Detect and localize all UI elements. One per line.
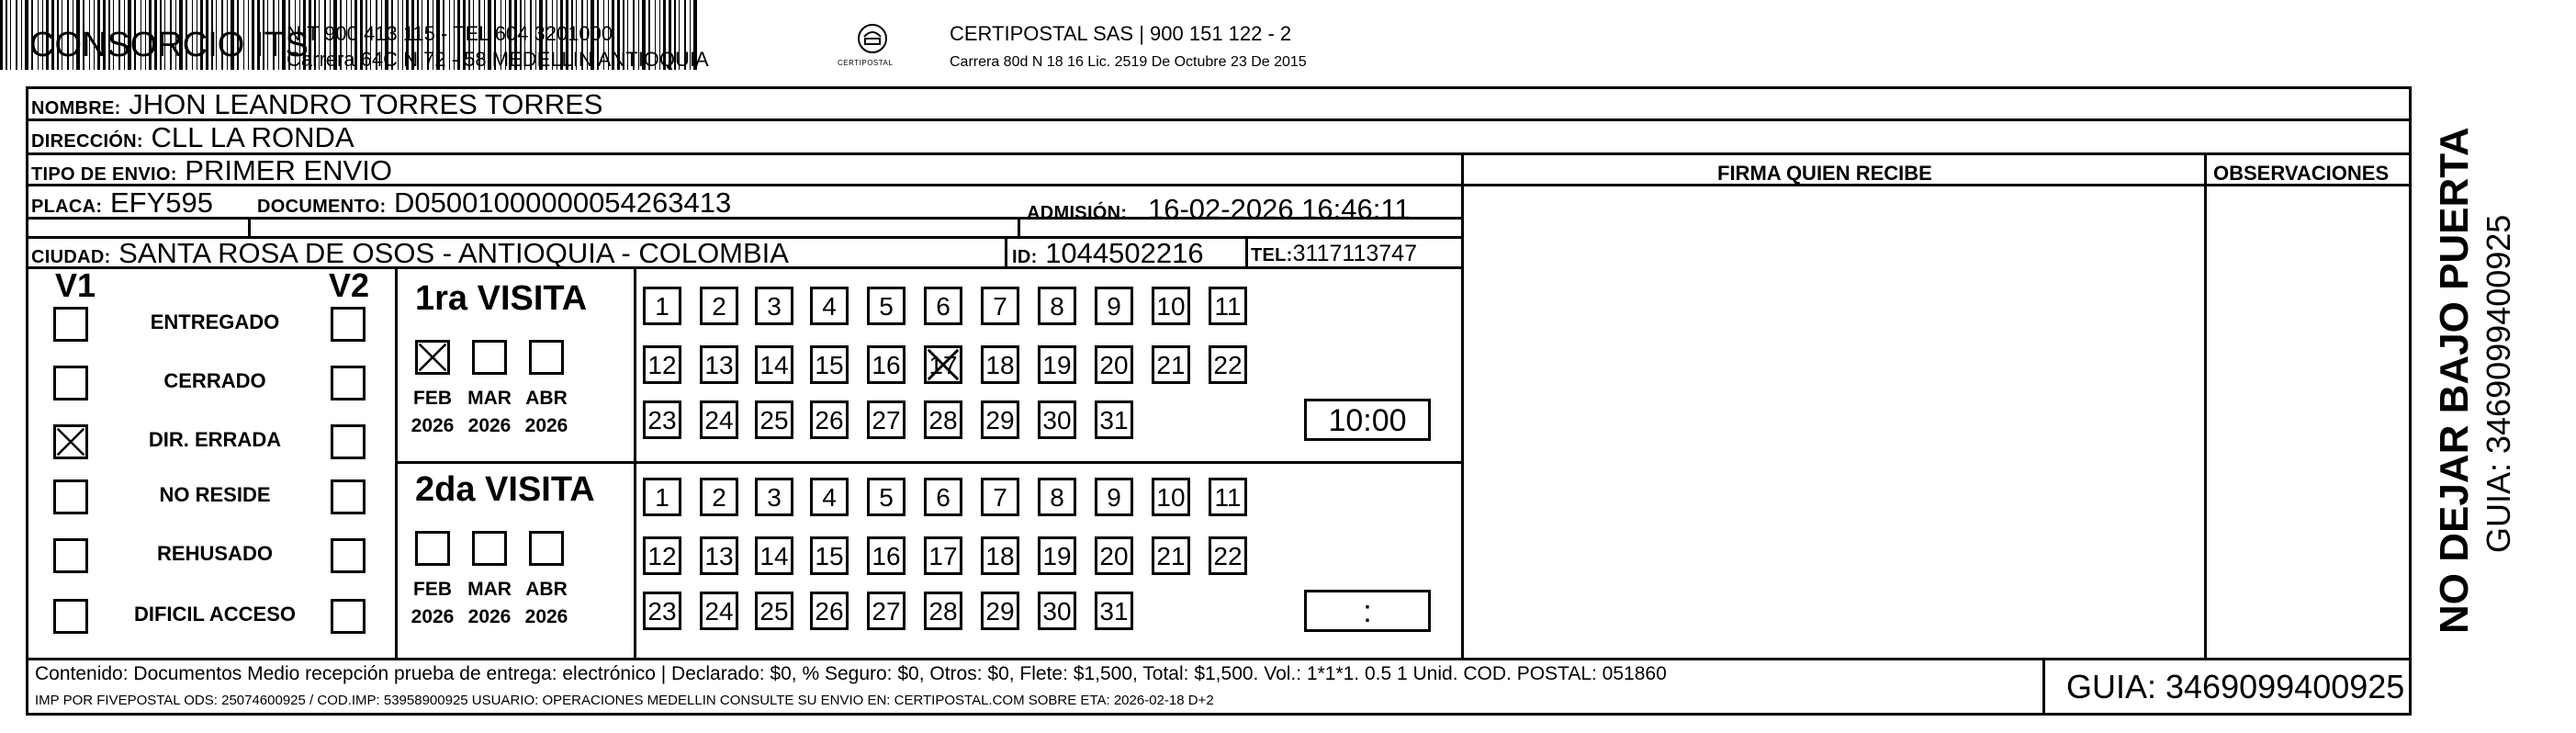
day-cell[interactable] — [700, 478, 738, 516]
day-number: 13 — [704, 351, 734, 379]
day-number: 1 — [655, 483, 669, 512]
admision-value: 16-02-2026 16:46:11 — [1148, 193, 1411, 225]
month-name: FEB — [413, 388, 452, 409]
month-checkbox[interactable] — [529, 340, 564, 375]
day-number: 22 — [1213, 542, 1243, 570]
company-address: Carrera 64C N 72 - 58 MEDELLIN ANTIOQUIA — [287, 48, 709, 71]
day-cell[interactable] — [1209, 345, 1247, 384]
day-number: 19 — [1042, 542, 1072, 570]
visit-time-field[interactable]: : — [1304, 590, 1431, 632]
day-number: 22 — [1213, 351, 1243, 379]
direccion-row — [31, 121, 354, 154]
check-x-icon — [927, 348, 960, 381]
day-number: 2 — [712, 483, 726, 512]
status-v1-checkbox[interactable] — [53, 479, 88, 514]
direccion-value: CLL LA RONDA — [151, 121, 354, 153]
month-name: MAR — [467, 579, 512, 600]
documento-cell — [257, 186, 731, 220]
day-cell[interactable] — [981, 592, 1019, 630]
day-cell[interactable] — [643, 592, 681, 630]
company-nit: NIT 900 413 115 - TEL 604 3201000 — [287, 22, 613, 45]
placa-cell — [31, 186, 213, 220]
nombre-label: NOMBRE: — [31, 98, 121, 118]
day-number: 8 — [1050, 483, 1064, 512]
status-v2-checkbox[interactable] — [331, 479, 366, 514]
day-cell[interactable] — [755, 478, 793, 516]
day-number: 23 — [647, 597, 677, 626]
status-label: CERRADO — [163, 369, 266, 392]
day-cell[interactable] — [755, 287, 793, 325]
status-v1-checkbox[interactable] — [53, 366, 88, 400]
id-label: ID: — [1012, 247, 1038, 267]
day-cell[interactable] — [1038, 536, 1076, 575]
nombre-row — [31, 88, 603, 121]
day-number: 10 — [1156, 292, 1186, 321]
check-x-icon — [56, 427, 85, 457]
day-cell[interactable] — [755, 345, 793, 384]
day-cell[interactable] — [981, 478, 1019, 516]
day-number: 19 — [1042, 351, 1072, 379]
nombre-value: JHON LEANDRO TORRES TORRES — [129, 88, 603, 120]
logo-text: CERTIPOSTAL — [838, 59, 894, 67]
day-cell[interactable] — [867, 592, 906, 630]
carrier-address: Carrera 80d N 18 16 Lic. 2519 De Octubre 23 De 2015 — [950, 54, 1307, 70]
status-v1-checkbox[interactable] — [53, 424, 88, 459]
day-cell[interactable] — [755, 536, 793, 575]
day-cell[interactable] — [1209, 536, 1247, 575]
day-cell[interactable] — [755, 400, 793, 439]
visit-1-title: 1ra VISITA — [415, 279, 588, 318]
day-cell[interactable] — [700, 536, 738, 575]
status-label: DIR. ERRADA — [148, 428, 282, 451]
status-v2-checkbox[interactable] — [331, 599, 366, 634]
day-number: 29 — [985, 597, 1015, 626]
day-cell[interactable] — [1038, 400, 1076, 439]
day-cell[interactable] — [1038, 592, 1076, 630]
day-cell[interactable] — [643, 478, 681, 516]
side-warning: NO DEJAR BAJO PUERTA — [2432, 127, 2477, 634]
month-name: ABR — [525, 388, 568, 409]
day-number: 28 — [928, 406, 958, 434]
day-cell[interactable] — [810, 536, 849, 575]
day-cell[interactable] — [810, 400, 849, 439]
day-number: 31 — [1099, 597, 1129, 626]
month-checkbox[interactable] — [529, 531, 564, 566]
day-cell[interactable] — [1209, 287, 1247, 325]
ciudad-cell — [31, 237, 789, 270]
day-cell[interactable] — [867, 345, 906, 384]
day-cell[interactable] — [643, 287, 681, 325]
id-value: 1044502216 — [1045, 237, 1204, 269]
day-cell[interactable] — [981, 400, 1019, 439]
tel-label: TEL: — [1251, 245, 1293, 265]
check-x-icon — [418, 343, 447, 372]
day-number: 9 — [1107, 292, 1121, 321]
month-checkbox[interactable] — [472, 340, 507, 375]
tel-cell — [1251, 241, 1417, 267]
day-number: 13 — [704, 542, 734, 570]
documento-value: D05001000000054263413 — [394, 186, 732, 219]
status-v2-checkbox[interactable] — [331, 424, 366, 459]
ciudad-value: SANTA ROSA DE OSOS - ANTIOQUIA - COLOMBIA — [118, 237, 789, 269]
day-cell[interactable] — [1095, 400, 1133, 439]
day-cell[interactable] — [755, 592, 793, 630]
day-cell[interactable] — [700, 287, 738, 325]
day-number: 15 — [815, 542, 844, 570]
day-number: 7 — [993, 292, 1007, 321]
day-number: 6 — [936, 292, 951, 321]
day-number: 17 — [928, 542, 958, 570]
day-number: 16 — [872, 351, 901, 379]
day-cell[interactable] — [810, 592, 849, 630]
day-number: 14 — [759, 542, 789, 570]
day-number: 18 — [985, 542, 1015, 570]
day-cell[interactable] — [810, 345, 849, 384]
day-cell[interactable] — [867, 478, 906, 516]
day-number: 17 — [928, 351, 958, 379]
month-year: 2026 — [411, 606, 455, 627]
placa-value: EFY595 — [109, 186, 213, 219]
tipo-value: PRIMER ENVIO — [185, 154, 392, 186]
day-number: 25 — [759, 406, 789, 434]
status-label: DIFICIL ACCESO — [133, 603, 296, 626]
tipo-label: TIPO DE ENVIO: — [31, 164, 177, 185]
status-label: NO RESIDE — [159, 483, 271, 506]
day-number: 6 — [936, 483, 951, 512]
month-year: 2026 — [467, 415, 512, 436]
day-cell[interactable] — [1095, 345, 1133, 384]
firma-header: FIRMA QUIEN RECIBE — [1717, 162, 1932, 185]
day-number: 14 — [759, 351, 789, 379]
day-cell[interactable] — [924, 592, 962, 630]
tel-value: 3117113747 — [1292, 241, 1417, 266]
day-number: 21 — [1156, 542, 1186, 570]
status-v2-checkbox[interactable] — [331, 366, 366, 400]
day-number: 21 — [1156, 351, 1186, 379]
direccion-label: DIRECCIÓN: — [31, 131, 143, 152]
month-year: 2026 — [411, 415, 455, 436]
status-v2-checkbox[interactable] — [331, 538, 366, 573]
day-number: 16 — [872, 542, 901, 570]
day-cell[interactable] — [924, 287, 962, 325]
day-number: 4 — [822, 483, 837, 512]
documento-label: DOCUMENTO: — [257, 197, 387, 217]
day-number: 29 — [985, 406, 1015, 434]
month-checkbox[interactable] — [472, 531, 507, 566]
carrier-line: CERTIPOSTAL SAS | 900 151 122 - 2 — [950, 22, 1292, 45]
day-number: 26 — [815, 406, 844, 434]
day-cell[interactable] — [981, 536, 1019, 575]
admision-label: ADMISIÓN: — [1027, 203, 1128, 223]
day-cell[interactable] — [1209, 478, 1247, 516]
status-label: ENTREGADO — [150, 310, 280, 333]
month-name: FEB — [413, 579, 452, 600]
day-number: 24 — [704, 406, 734, 434]
day-cell[interactable] — [700, 345, 738, 384]
day-cell[interactable] — [643, 400, 681, 439]
day-number: 3 — [767, 292, 782, 321]
day-cell[interactable] — [867, 400, 906, 439]
day-number: 4 — [822, 292, 837, 321]
admision-cell — [1027, 193, 1411, 226]
day-number: 10 — [1156, 483, 1186, 512]
month-year: 2026 — [524, 606, 568, 627]
day-number: 1 — [655, 292, 669, 321]
month-checkbox[interactable] — [415, 340, 450, 375]
day-number: 27 — [872, 406, 901, 434]
observaciones-header: OBSERVACIONES — [2213, 162, 2390, 185]
day-number: 18 — [985, 351, 1015, 379]
footer-imp-line: IMP POR FIVEPOSTAL ODS: 25074600925 / COD.IMP: 53958900925 USUARIO: OPERACIONES MEDELLIN CONSULTE SU ENVIO EN: CERTIPOSTAL.COM SOBRE ETA: 2026-02-18 D+2 — [35, 693, 1214, 708]
tipo-row — [31, 154, 392, 187]
day-number: 12 — [647, 542, 677, 570]
day-cell[interactable] — [700, 592, 738, 630]
month-year: 2026 — [467, 606, 512, 627]
id-cell — [1012, 237, 1204, 270]
day-number: 3 — [767, 483, 782, 512]
day-cell[interactable] — [924, 478, 962, 516]
day-number: 26 — [815, 597, 844, 626]
day-cell[interactable] — [700, 400, 738, 439]
day-cell[interactable] — [1152, 287, 1190, 325]
day-number: 30 — [1042, 597, 1072, 626]
footer-contenido: Contenido: Documentos Medio recepción prueba de entrega: electrónico | Declarado: $0, % Seguro: $0, Otros: $0, Flete: $1,500, Total: $1,500. Vol.: 1*1*1. 0.5 1 Unid. COD. POSTAL: 051860 — [35, 663, 1667, 684]
month-name: ABR — [525, 579, 568, 600]
v1-header: V1 — [55, 266, 96, 304]
day-number: 20 — [1099, 351, 1129, 379]
day-cell[interactable] — [924, 345, 962, 384]
day-cell[interactable] — [981, 287, 1019, 325]
day-cell[interactable] — [1152, 536, 1190, 575]
day-cell[interactable] — [1095, 536, 1133, 575]
day-number: 5 — [879, 483, 894, 512]
day-cell[interactable] — [924, 536, 962, 575]
day-number: 11 — [1214, 483, 1242, 512]
ciudad-label: CIUDAD: — [31, 247, 111, 267]
certipostal-logo-icon — [856, 22, 889, 55]
day-cell[interactable] — [1038, 478, 1076, 516]
day-cell[interactable] — [867, 287, 906, 325]
visit-time-field[interactable]: 10:00 — [1304, 399, 1431, 441]
day-cell[interactable] — [1038, 287, 1076, 325]
day-number: 8 — [1050, 292, 1064, 321]
day-number: 9 — [1107, 483, 1121, 512]
day-cell[interactable] — [1095, 478, 1133, 516]
v2-header: V2 — [329, 266, 370, 304]
day-cell[interactable] — [867, 536, 906, 575]
day-number: 2 — [712, 292, 726, 321]
day-number: 11 — [1214, 292, 1242, 321]
day-number: 15 — [815, 351, 844, 379]
company-name: CONSORCIO ITS — [29, 26, 309, 64]
day-number: 12 — [647, 351, 677, 379]
day-number: 31 — [1099, 406, 1129, 434]
day-cell[interactable] — [810, 287, 849, 325]
day-cell[interactable] — [1152, 345, 1190, 384]
day-number: 27 — [872, 597, 901, 626]
visit-2-title: 2da VISITA — [415, 470, 595, 509]
day-cell[interactable] — [981, 345, 1019, 384]
day-number: 20 — [1099, 542, 1129, 570]
day-number: 7 — [993, 483, 1007, 512]
day-cell[interactable] — [810, 478, 849, 516]
day-number: 23 — [647, 406, 677, 434]
day-cell[interactable] — [1038, 345, 1076, 384]
day-cell[interactable] — [1152, 478, 1190, 516]
day-number: 5 — [879, 292, 894, 321]
day-number: 28 — [928, 597, 958, 626]
day-cell[interactable] — [1095, 287, 1133, 325]
day-cell[interactable] — [643, 536, 681, 575]
day-cell[interactable] — [1095, 592, 1133, 630]
placa-label: PLACA: — [31, 197, 103, 217]
day-cell[interactable] — [924, 400, 962, 439]
month-name: MAR — [467, 388, 512, 409]
side-guia: GUIA: 3469099400925 — [2480, 214, 2517, 553]
status-v1-checkbox[interactable] — [53, 599, 88, 634]
day-cell[interactable] — [643, 345, 681, 384]
month-checkbox[interactable] — [415, 531, 450, 566]
day-number: 30 — [1042, 406, 1072, 434]
status-v1-checkbox[interactable] — [53, 307, 88, 342]
day-number: 24 — [704, 597, 734, 626]
status-v2-checkbox[interactable] — [331, 307, 366, 342]
status-v1-checkbox[interactable] — [53, 538, 88, 573]
day-number: 25 — [759, 597, 789, 626]
footer-guia: GUIA: 3469099400925 — [2066, 668, 2405, 705]
status-label: REHUSADO — [157, 542, 273, 565]
month-year: 2026 — [524, 415, 568, 436]
